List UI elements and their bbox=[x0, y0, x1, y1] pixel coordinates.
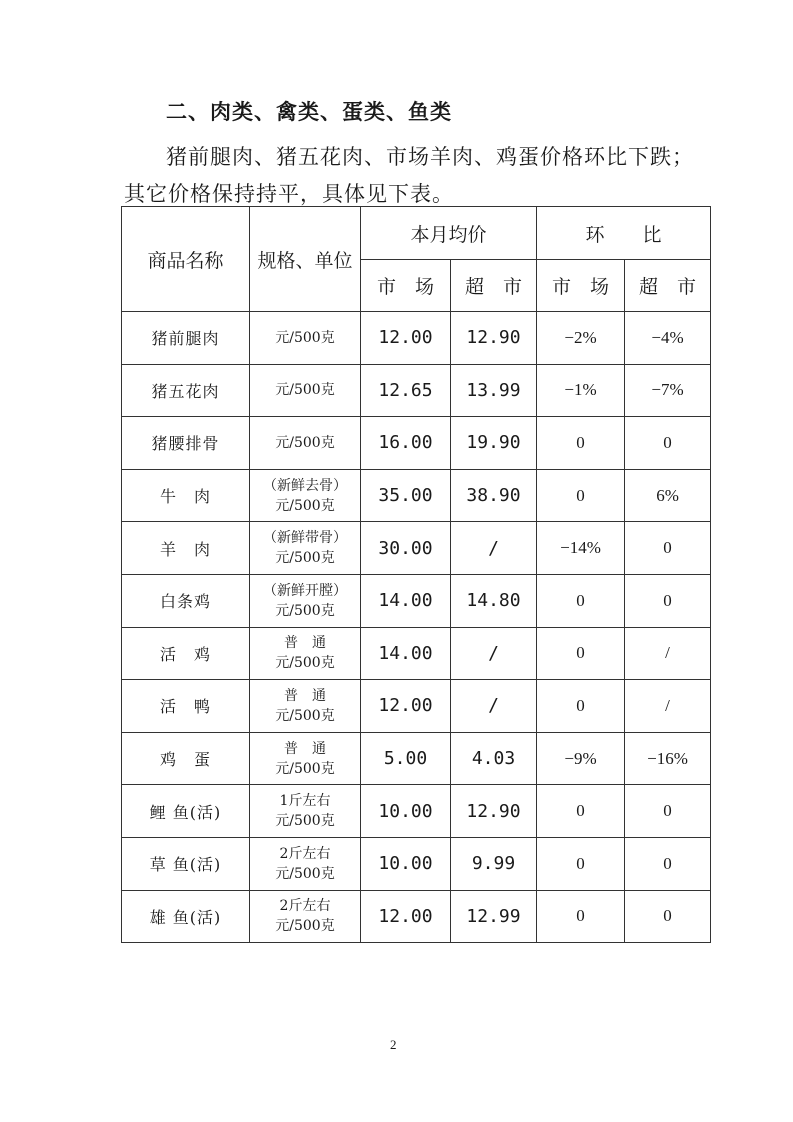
spec-line-1: 元/500克 bbox=[275, 382, 335, 399]
spec-line-2: 元/500克 bbox=[275, 655, 335, 672]
spec-cell bbox=[250, 522, 361, 575]
market-change-cell: 0 bbox=[537, 837, 625, 890]
product-name-cell: 鲤 鱼(活) bbox=[122, 785, 250, 838]
supermarket-price-cell: 14.80 bbox=[451, 574, 537, 627]
spec-line-1: 元/500克 bbox=[275, 434, 335, 451]
header-avg-market: 市 场 bbox=[361, 260, 451, 312]
spec-line-2: 元/500克 bbox=[275, 865, 335, 882]
market-change-cell: 0 bbox=[537, 574, 625, 627]
header-month-on-month: 环 比 bbox=[537, 207, 711, 260]
spec-line-2: 元/500克 bbox=[275, 760, 335, 777]
market-change-cell: 0 bbox=[537, 890, 625, 943]
price-table bbox=[121, 206, 711, 943]
market-price-cell: 14.00 bbox=[361, 574, 451, 627]
spec-line-1: （新鲜带骨） bbox=[263, 530, 347, 547]
spec-cell bbox=[250, 732, 361, 785]
header-mom-supermarket: 超 市 bbox=[625, 260, 711, 312]
supermarket-price-cell: 4.03 bbox=[451, 732, 537, 785]
table-row bbox=[122, 680, 711, 733]
spec-line-1: （新鲜去骨） bbox=[263, 477, 347, 494]
table-row bbox=[122, 732, 711, 785]
supermarket-price-cell: 12.99 bbox=[451, 890, 537, 943]
table-row bbox=[122, 574, 711, 627]
market-price-cell: 12.65 bbox=[361, 364, 451, 417]
market-price-cell: 5.00 bbox=[361, 732, 451, 785]
header-mom-market: 市 场 bbox=[537, 260, 625, 312]
market-price-cell: 16.00 bbox=[361, 417, 451, 470]
market-price-cell: 12.00 bbox=[361, 890, 451, 943]
market-change-cell: −1% bbox=[537, 364, 625, 417]
table-row bbox=[122, 890, 711, 943]
spec-line-2: 元/500克 bbox=[275, 602, 335, 619]
spec-line-1: 普 通 bbox=[284, 635, 326, 652]
table-row bbox=[122, 312, 711, 365]
supermarket-price-cell: / bbox=[451, 680, 537, 733]
spec-line-1: 2斤左右 bbox=[279, 898, 331, 915]
price-table-body bbox=[122, 312, 711, 943]
supermarket-change-cell: 0 bbox=[625, 837, 711, 890]
spec-cell bbox=[250, 837, 361, 890]
table-row bbox=[122, 469, 711, 522]
spec-cell bbox=[250, 890, 361, 943]
supermarket-change-cell: 0 bbox=[625, 522, 711, 575]
paragraph-line-1: 猪前腿肉、猪五花肉、市场羊肉、鸡蛋价格环比下跌； bbox=[166, 145, 694, 169]
supermarket-price-cell: / bbox=[451, 522, 537, 575]
supermarket-change-cell: 0 bbox=[625, 890, 711, 943]
market-change-cell: 0 bbox=[537, 417, 625, 470]
paragraph-line-2: 其它价格保持持平，具体见下表。 bbox=[124, 182, 454, 206]
product-name-cell: 草 鱼(活) bbox=[122, 837, 250, 890]
spec-line-1: 普 通 bbox=[284, 740, 326, 757]
supermarket-change-cell: 6% bbox=[625, 469, 711, 522]
header-spec-unit: 规格、单位 bbox=[250, 207, 361, 312]
market-price-cell: 30.00 bbox=[361, 522, 451, 575]
table-row bbox=[122, 837, 711, 890]
page-number: 2 bbox=[390, 1037, 397, 1052]
market-price-cell: 35.00 bbox=[361, 469, 451, 522]
spec-cell bbox=[250, 417, 361, 470]
spec-line-2: 元/500克 bbox=[275, 918, 335, 935]
product-name-cell: 牛 肉 bbox=[122, 469, 250, 522]
supermarket-price-cell: 19.90 bbox=[451, 417, 537, 470]
supermarket-price-cell: 12.90 bbox=[451, 312, 537, 365]
supermarket-change-cell: −7% bbox=[625, 364, 711, 417]
table-row bbox=[122, 627, 711, 680]
product-name-cell: 猪腰排骨 bbox=[122, 417, 250, 470]
spec-cell bbox=[250, 312, 361, 365]
market-price-cell: 10.00 bbox=[361, 785, 451, 838]
market-change-cell: 0 bbox=[537, 627, 625, 680]
product-name-cell: 猪前腿肉 bbox=[122, 312, 250, 365]
product-name-cell: 活 鸡 bbox=[122, 627, 250, 680]
supermarket-change-cell: 0 bbox=[625, 785, 711, 838]
market-change-cell: 0 bbox=[537, 680, 625, 733]
supermarket-price-cell: 13.99 bbox=[451, 364, 537, 417]
spec-cell bbox=[250, 574, 361, 627]
supermarket-change-cell: / bbox=[625, 627, 711, 680]
market-change-cell: −2% bbox=[537, 312, 625, 365]
header-monthly-average: 本月均价 bbox=[361, 207, 537, 260]
table-row bbox=[122, 785, 711, 838]
product-name-cell: 雄 鱼(活) bbox=[122, 890, 250, 943]
product-name-cell: 羊 肉 bbox=[122, 522, 250, 575]
spec-cell bbox=[250, 469, 361, 522]
spec-line-2: 元/500克 bbox=[275, 497, 335, 514]
spec-line-1: 普 通 bbox=[284, 687, 326, 704]
header-avg-supermarket: 超 市 bbox=[451, 260, 537, 312]
product-name-cell: 鸡 蛋 bbox=[122, 732, 250, 785]
market-change-cell: −14% bbox=[537, 522, 625, 575]
supermarket-change-cell: −16% bbox=[625, 732, 711, 785]
market-price-cell: 14.00 bbox=[361, 627, 451, 680]
spec-line-1: 2斤左右 bbox=[279, 845, 331, 862]
market-change-cell: 0 bbox=[537, 785, 625, 838]
supermarket-price-cell: 38.90 bbox=[451, 469, 537, 522]
product-name-cell: 猪五花肉 bbox=[122, 364, 250, 417]
market-price-cell: 12.00 bbox=[361, 312, 451, 365]
product-name-cell: 活 鸭 bbox=[122, 680, 250, 733]
market-change-cell: −9% bbox=[537, 732, 625, 785]
table-row bbox=[122, 364, 711, 417]
supermarket-price-cell: / bbox=[451, 627, 537, 680]
spec-cell bbox=[250, 364, 361, 417]
spec-line-2: 元/500克 bbox=[275, 813, 335, 830]
market-change-cell: 0 bbox=[537, 469, 625, 522]
spec-cell bbox=[250, 680, 361, 733]
supermarket-change-cell: / bbox=[625, 680, 711, 733]
table-row bbox=[122, 417, 711, 470]
market-price-cell: 10.00 bbox=[361, 837, 451, 890]
market-price-cell: 12.00 bbox=[361, 680, 451, 733]
spec-cell bbox=[250, 627, 361, 680]
spec-line-1: 元/500克 bbox=[275, 329, 335, 346]
spec-line-2: 元/500克 bbox=[275, 550, 335, 567]
supermarket-change-cell: 0 bbox=[625, 417, 711, 470]
header-product-name: 商品名称 bbox=[122, 207, 250, 312]
supermarket-price-cell: 9.99 bbox=[451, 837, 537, 890]
spec-line-1: 1斤左右 bbox=[279, 793, 331, 810]
spec-line-1: （新鲜开膛） bbox=[263, 582, 347, 599]
product-name-cell: 白条鸡 bbox=[122, 574, 250, 627]
supermarket-price-cell: 12.90 bbox=[451, 785, 537, 838]
spec-cell bbox=[250, 785, 361, 838]
supermarket-change-cell: 0 bbox=[625, 574, 711, 627]
section-heading: 二、肉类、禽类、蛋类、鱼类 bbox=[166, 99, 452, 124]
supermarket-change-cell: −4% bbox=[625, 312, 711, 365]
spec-line-2: 元/500克 bbox=[275, 707, 335, 724]
table-row bbox=[122, 522, 711, 575]
